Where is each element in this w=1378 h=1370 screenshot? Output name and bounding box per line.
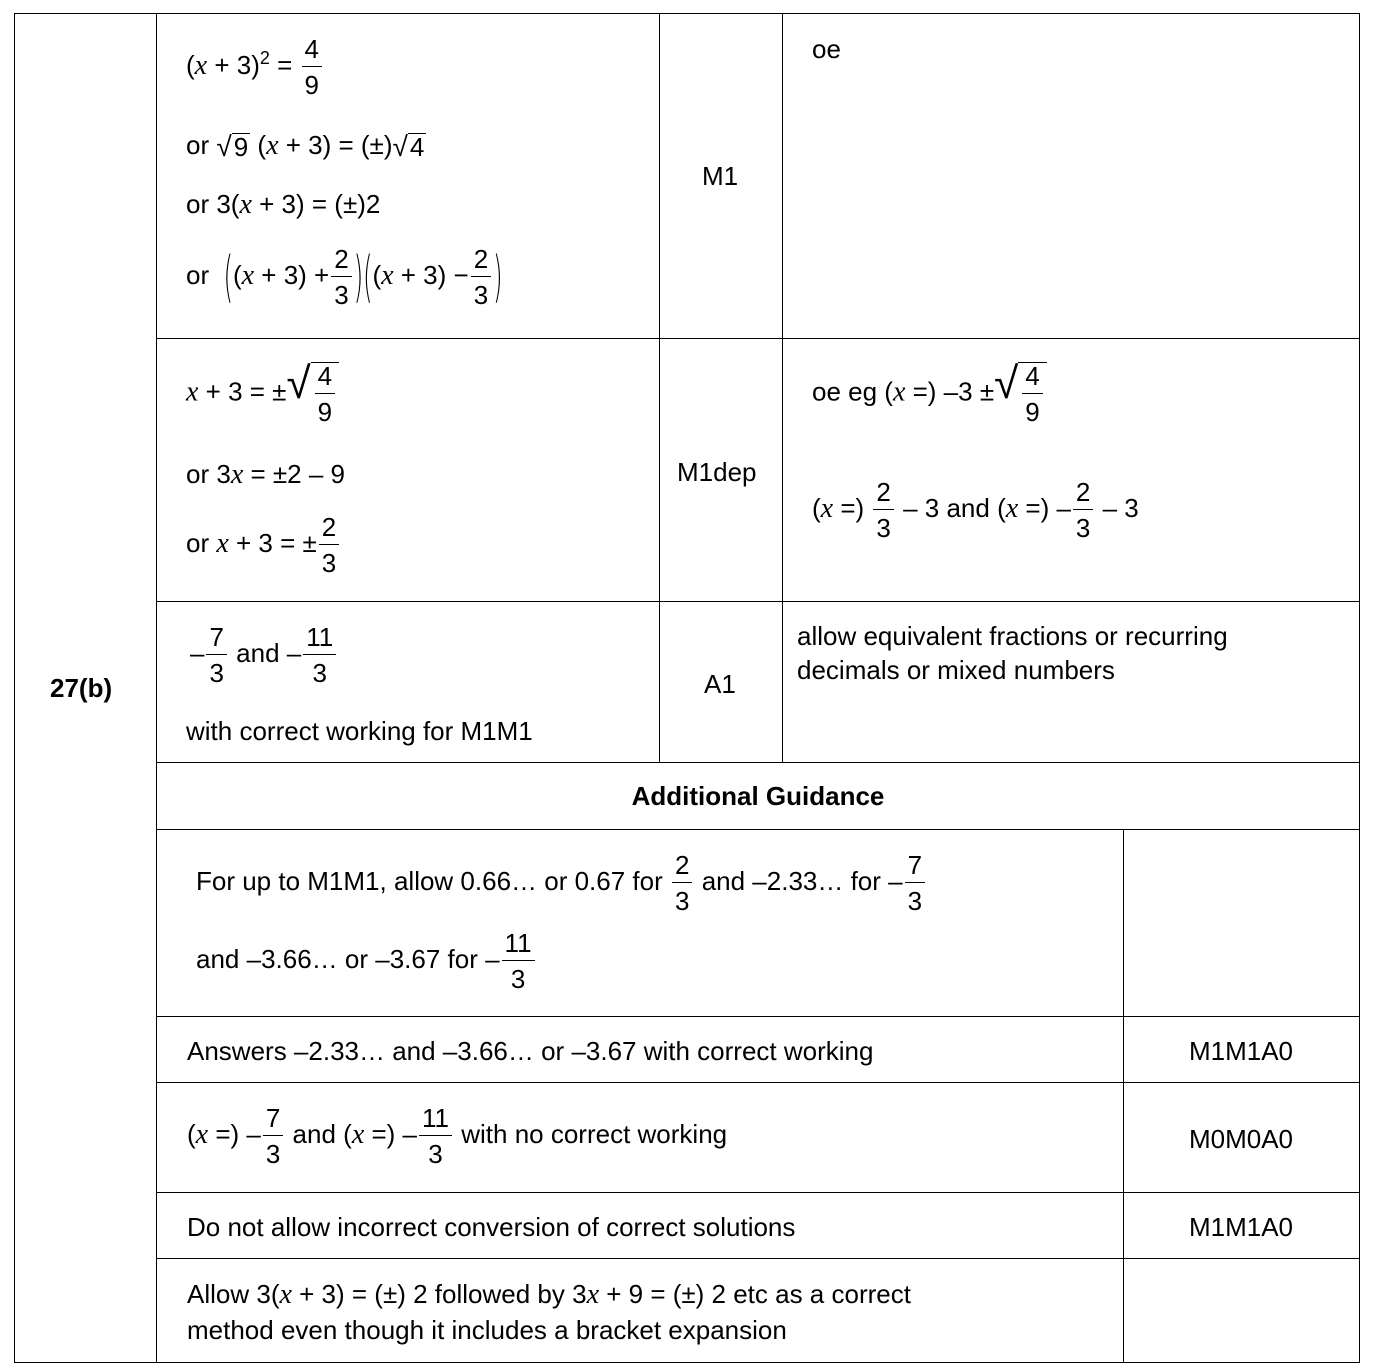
fraction: $\frac{2}{3}$: [672, 852, 692, 914]
question-number: 27(b): [50, 673, 113, 703]
mark-m1dep: M1dep: [677, 457, 757, 487]
working-line-4: or ((x + 3) + $\frac{2}{3}$ )((x + 3) − $\frac{2}{3}$ ): [186, 244, 503, 310]
grid-line: [156, 13, 157, 1363]
fraction: $\frac{7}{3}$: [263, 1105, 283, 1167]
square-root: √ 9: [216, 131, 249, 163]
working-line-2: or √ 9 (x + 3) = (±) √ 4: [186, 130, 425, 163]
fraction: $\frac{4}{9}$: [1022, 363, 1042, 425]
grid-line: [156, 1192, 1360, 1193]
grid-line: [14, 1362, 1360, 1363]
comment-allow: allow equivalent fractions or recurring decimals or mixed numbers: [797, 621, 1228, 685]
fraction: $\frac{7}{3}$: [206, 624, 226, 686]
grid-line: [156, 1016, 1360, 1017]
working-note: with correct working for M1M1: [186, 716, 533, 746]
grid-line: [1359, 13, 1360, 1363]
mark-m1: M1: [702, 161, 739, 191]
fraction: $\frac{2}{3}$: [1073, 479, 1093, 541]
guidance-text: (x =) – $\frac{7}{3}$ and (x =) – $\frac{11}{3}$ with no correct working: [187, 1103, 728, 1169]
grid-line: [1123, 829, 1124, 1363]
guidance-text: Do not allow incorrect conversion of correct solutions: [187, 1212, 796, 1242]
grid-line: [156, 601, 1360, 602]
guidance-mark: M1M1A0: [1188, 1036, 1294, 1066]
grid-line: [156, 762, 1360, 763]
comment-oe: oe: [812, 34, 841, 64]
grid-line: [14, 13, 15, 1363]
working-line-3: or 3(x + 3) = (±)2: [186, 189, 381, 220]
working-line-2: or 3x = ±2 – 9: [186, 459, 345, 490]
grid-line: [14, 13, 1360, 14]
fraction: $\frac{11}{3}$: [419, 1105, 452, 1167]
guidance-header: Additional Guidance: [631, 781, 885, 811]
grid-line: [156, 1082, 1360, 1083]
fraction: $\frac{2}{3}$: [471, 246, 491, 308]
fraction: $\frac{2}{3}$: [873, 479, 893, 541]
square-root: √ 4: [392, 131, 425, 163]
grid-line: [782, 13, 783, 763]
guidance-line-2: and –3.66… or –3.67 for – $\frac{11}{3}$: [196, 930, 537, 992]
working-line-1: $(x + 3)^2$ = $\frac{4}{9}$: [186, 36, 324, 98]
fraction: $\frac{4}{9}$: [315, 363, 335, 425]
grid-line: [156, 1258, 1360, 1259]
fraction: $\frac{11}{3}$: [502, 930, 535, 992]
comment-line-1: oe eg (x =) –3 ± √ $\frac{4}{9}$: [812, 362, 1047, 425]
guidance-text-line-2: method even though it includes a bracket expansion: [187, 1315, 787, 1345]
working-line-3: or x + 3 = ± $\frac{2}{3}$: [186, 514, 341, 576]
fraction: $\frac{7}{3}$: [905, 852, 925, 914]
guidance-mark: M1M1A0: [1188, 1212, 1294, 1242]
square-root: √ $\frac{4}{9}$: [994, 362, 1047, 425]
working-answers: – $\frac{7}{3}$ and – $\frac{11}{3}$: [190, 624, 338, 686]
mark-a1: A1: [704, 669, 736, 699]
fraction: $\frac{11}{3}$: [303, 624, 336, 686]
guidance-text: Answers –2.33… and –3.66… or –3.67 with correct working: [187, 1036, 874, 1066]
fraction: $\frac{4}{9}$: [302, 36, 322, 98]
grid-line: [156, 829, 1360, 830]
comment-line-2: (x =) $\frac{2}{3}$ – 3 and (x =) – $\frac{2}{3}$ – 3: [812, 477, 1139, 543]
guidance-mark: M0M0A0: [1188, 1124, 1294, 1154]
guidance-text-line-1: Allow 3(x + 3) = (±) 2 followed by 3x + 9 = (±) 2 etc as a correct: [187, 1279, 911, 1310]
fraction: $\frac{2}{3}$: [319, 514, 339, 576]
fraction: $\frac{2}{3}$: [331, 246, 351, 308]
grid-line: [156, 338, 1360, 339]
square-root: √ $\frac{4}{9}$: [286, 362, 339, 425]
working-line-1: x + 3 = ± √ $\frac{4}{9}$: [186, 362, 339, 425]
guidance-line-1: For up to M1M1, allow 0.66… or 0.67 for $\frac{2}{3}$ and –2.33… for – $\frac{7}{3}$: [196, 852, 927, 914]
grid-line: [659, 13, 660, 763]
